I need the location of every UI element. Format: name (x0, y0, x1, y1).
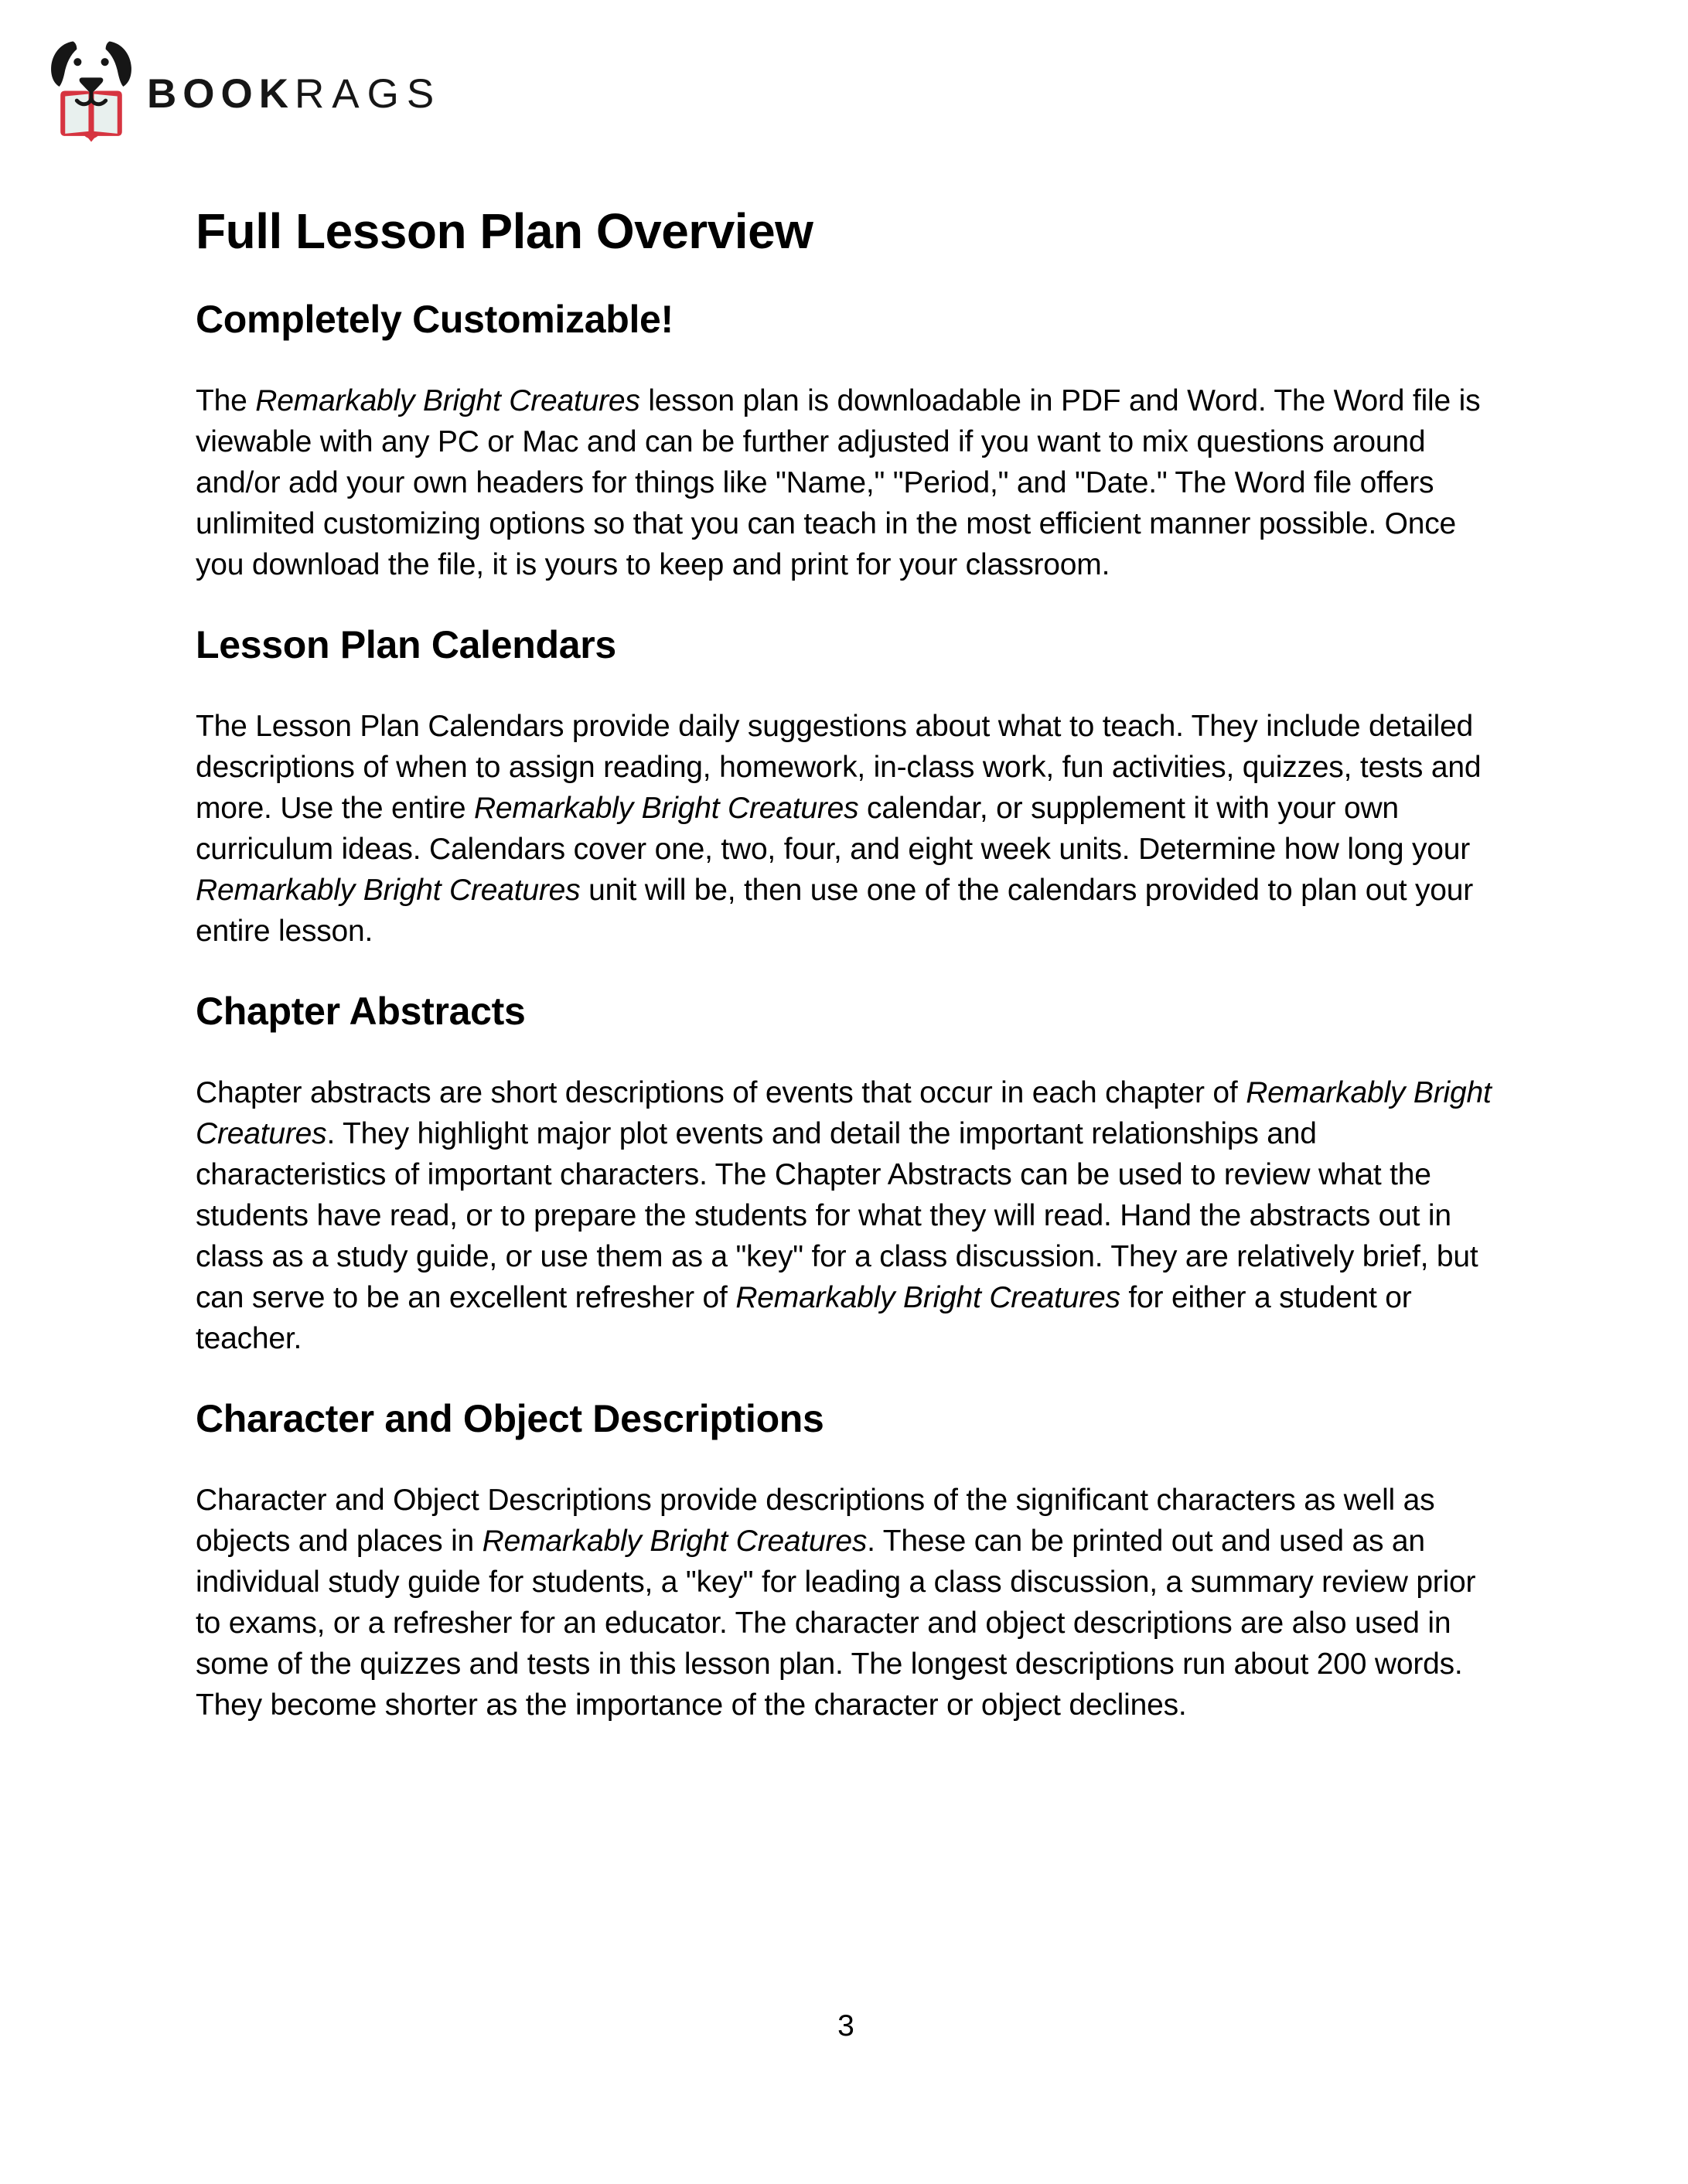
dog-with-open-book-icon (49, 40, 133, 143)
section-paragraph: The Remarkably Bright Creatures lesson plan is downloadable in PDF and Word. The Word file is viewable with any PC or Mac and can be further adjusted if you want to mix questions around and/or add your own headers for things like "Name," "Period," and "Date." The Word file offers unlimited customizing options so that you can teach in the most efficient manner possible. Once you download the file, it is yours to keep and print for your classroom. (196, 384, 1481, 581)
section-lesson-plan-calendars (196, 622, 1496, 952)
section-heading: Lesson Plan Calendars (196, 623, 616, 666)
section-paragraph: The Lesson Plan Calendars provide daily suggestions about what to teach. They include detailed descriptions of when to assign reading, homework, in-class work, fun activities, quizzes, tests and more. Use the entire Remarkably Bright Creatures calendar, or supplement it with your own curriculum ideas. Calendars cover one, two, four, and eight week units. Determine how long your Remarkably Bright Creatures unit will be, then use one of the calendars provided to plan out your entire lesson. (196, 710, 1482, 948)
page-number: 3 (837, 2009, 854, 2043)
section-chapter-abstracts (196, 989, 1496, 1359)
page-title: Full Lesson Plan Overview (196, 203, 813, 259)
section-completely-customizable (196, 297, 1496, 585)
document-content (196, 0, 1496, 1726)
section-paragraph: Character and Object Descriptions provide descriptions of the significant characters as well as objects and places in Remarkably Bright Creatures. These can be printed out and used as an individual study guide for students, a "key" for leading a class discussion, a summary review prior to exams, or a refresher for an educator. The character and object descriptions are also used in some of the quizzes and tests in this lesson plan. The longest descriptions run about 200 words. They become shorter as the importance of the character or object declines. (196, 1484, 1476, 1722)
section-heading: Completely Customizable! (196, 298, 673, 341)
section-heading: Chapter Abstracts (196, 990, 526, 1033)
section-paragraph: Chapter abstracts are short descriptions of events that occur in each chapter of Remarkably Bright Creatures. They highlight major plot events and detail the important relationships and characteristics of important characters. The Chapter Abstracts can be used to review what the students have read, or to prepare the students for what they will read. Hand the abstracts out in class as a study guide, or use them as a "key" for a class discussion. They are relatively brief, but can serve to be an excellent refresher of Remarkably Bright Creatures for either a student or teacher. (196, 1076, 1492, 1355)
section-heading: Character and Object Descriptions (196, 1397, 824, 1440)
logo-word-book: BOOK (147, 71, 295, 117)
logo-word-rags: RAGS (295, 71, 442, 117)
section-character-object-descriptions (196, 1396, 1496, 1726)
